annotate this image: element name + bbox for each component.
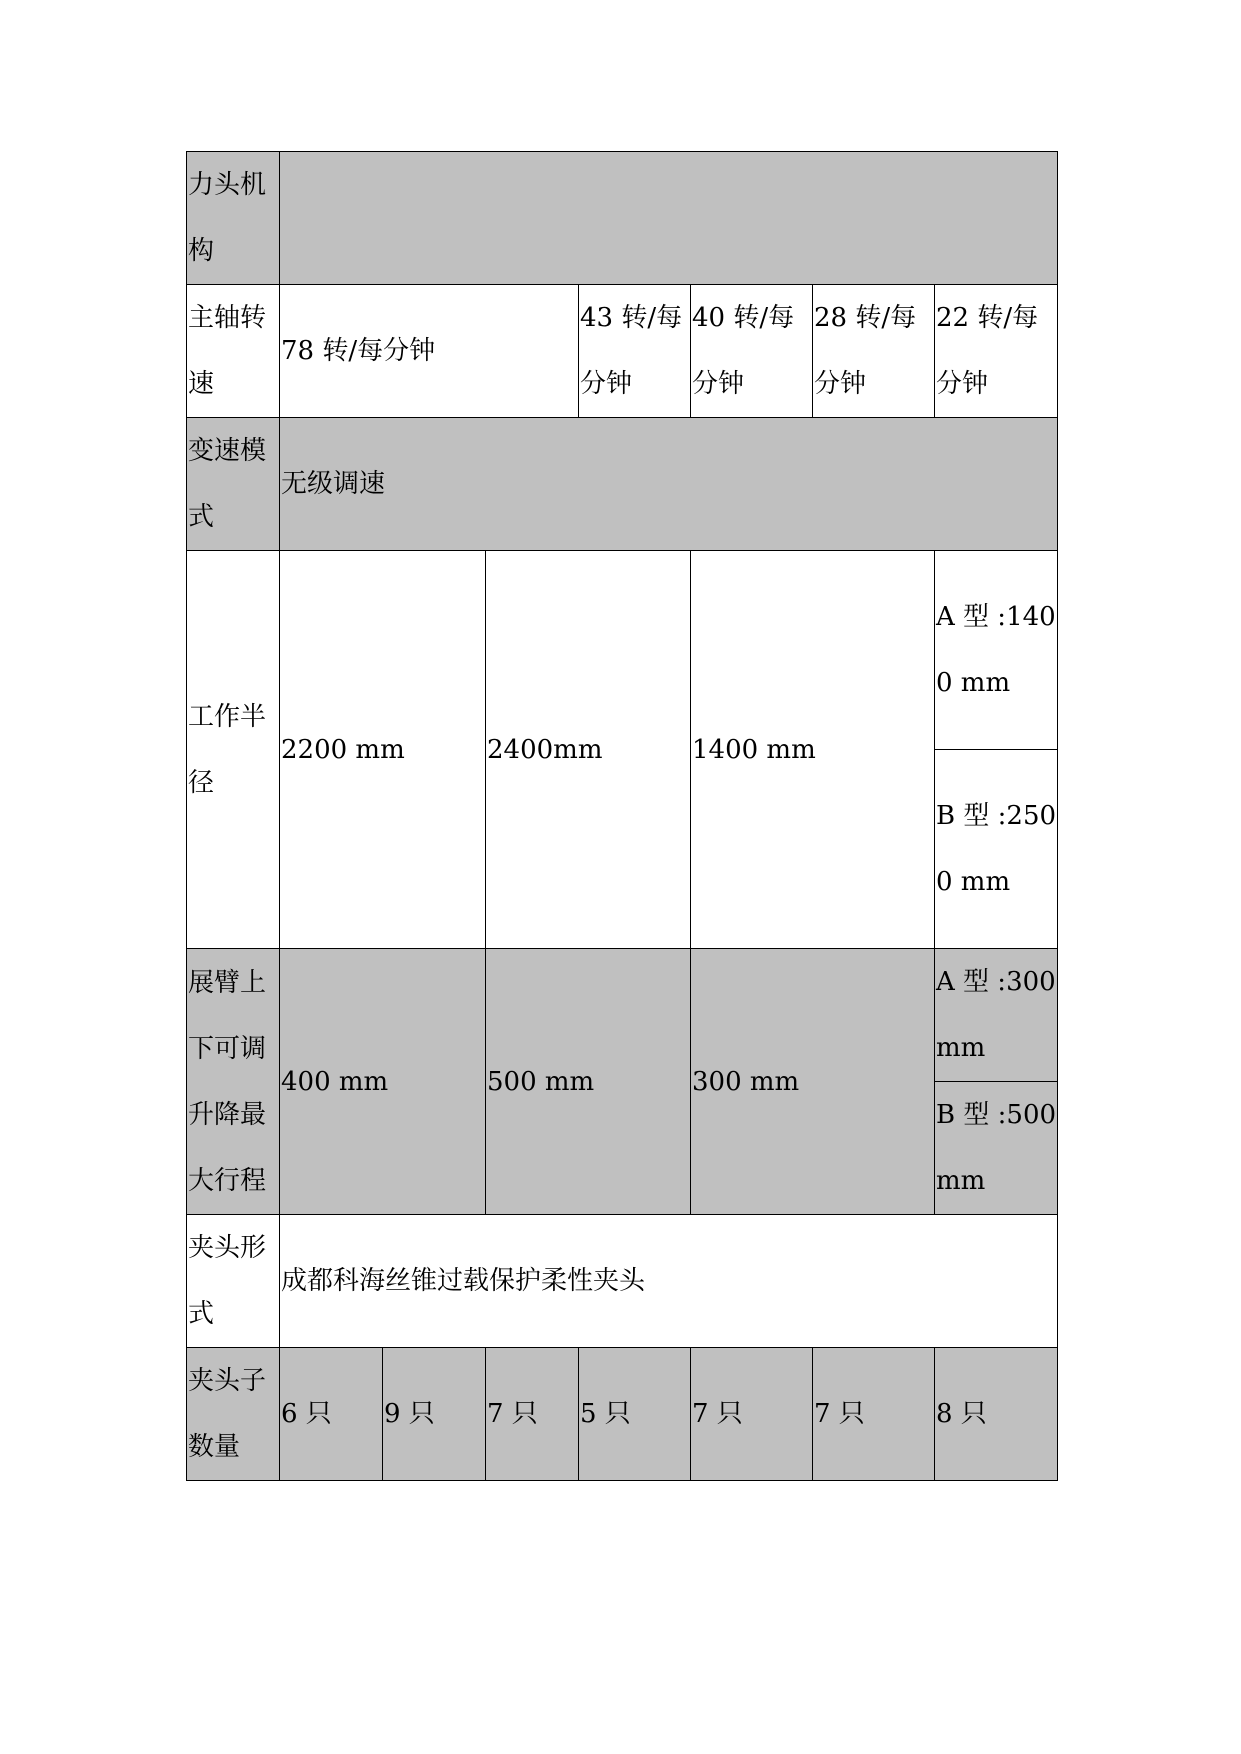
row-label-chuck-count: 夹头子数量 [187,1348,280,1481]
row-label-speed-mode: 变速模式 [187,418,280,551]
chuck-count-cell: 7 只 [813,1348,935,1481]
spindle-speed-cell: 28 转/每分钟 [813,285,935,418]
chuck-count-cell: 7 只 [486,1348,579,1481]
row-label-chuck-type: 夹头形式 [187,1215,280,1348]
spindle-speed-cell: 40 转/每分钟 [691,285,813,418]
table-row-power-head [187,152,1058,285]
chuck-count-cell: 5 只 [579,1348,691,1481]
work-radius-cell: 1400 mm [691,551,935,949]
arm-travel-cell: 400 mm [280,949,486,1215]
row-label-work-radius: 工作半径 [187,551,280,949]
arm-travel-cell: 300 mm [691,949,935,1215]
work-radius-type-b-cell: B 型 :2500 mm [935,750,1058,949]
work-radius-cell: 2200 mm [280,551,486,949]
chuck-count-cell: 6 只 [280,1348,383,1481]
row-label-power-head: 力头机构 [187,152,280,285]
speed-mode-cell: 无级调速 [280,418,1058,551]
table-row-arm-travel [187,949,1058,1082]
arm-travel-type-a-cell: A 型 :300 mm [935,949,1058,1082]
arm-travel-cell: 500 mm [486,949,691,1215]
table-row-chuck-type [187,1215,1058,1348]
work-radius-type-a-cell: A 型 :1400 mm [935,551,1058,750]
spindle-speed-cell: 43 转/每分钟 [579,285,691,418]
table-row-work-radius [187,551,1058,750]
chuck-count-cell: 9 只 [383,1348,486,1481]
spindle-speed-cell: 22 转/每分钟 [935,285,1058,418]
spec-table [186,151,1058,1481]
chuck-count-cell: 7 只 [691,1348,813,1481]
table-row-speed-mode [187,418,1058,551]
table-row-chuck-count [187,1348,1058,1481]
chuck-type-cell: 成都科海丝锥过载保护柔性夹头 [280,1215,1058,1348]
spindle-speed-cell: 78 转/每分钟 [280,285,579,418]
row-label-spindle-speed: 主轴转速 [187,285,280,418]
arm-travel-type-b-cell: B 型 :500 mm [935,1082,1058,1215]
power-head-value-cell [280,152,1058,285]
row-label-arm-travel: 展臂上下可调升降最大行程 [187,949,280,1215]
chuck-count-cell: 8 只 [935,1348,1058,1481]
table-row-spindle-speed [187,285,1058,418]
work-radius-cell: 2400mm [486,551,691,949]
